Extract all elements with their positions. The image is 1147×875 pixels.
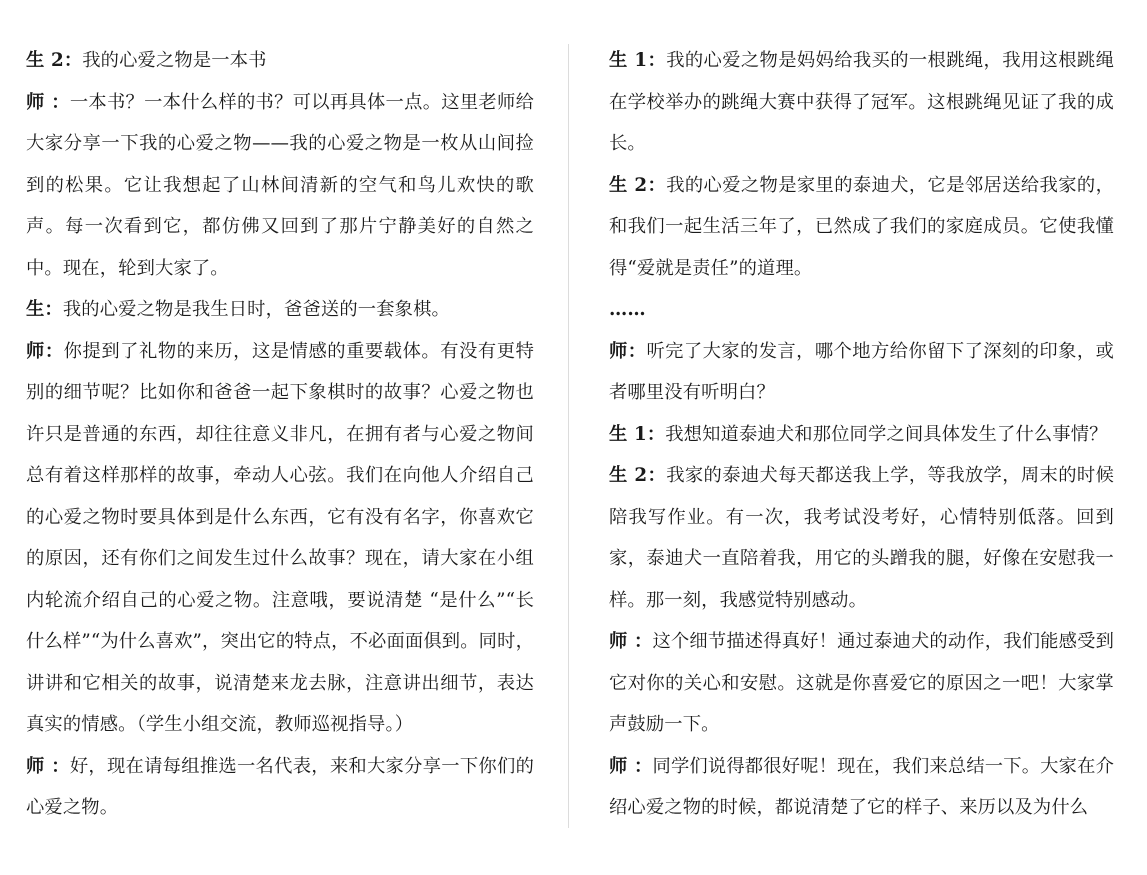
right-text-column xyxy=(609,40,1114,829)
speaker-label: 生 2： xyxy=(609,465,667,486)
dialogue-text: 听完了大家的发言，哪个地方给你留下了深刻的印象，或者哪里没有听明白？ xyxy=(609,340,1114,403)
speaker-label: 师 ： xyxy=(609,755,653,777)
dialogue-paragraph xyxy=(26,289,534,331)
speaker-label: 师： xyxy=(26,340,64,362)
ellipsis-line xyxy=(609,289,1114,331)
speaker-label: 师 ： xyxy=(609,631,653,652)
speaker-label: 生 1： xyxy=(609,423,666,445)
left-text-column xyxy=(26,40,534,829)
dialogue-paragraph xyxy=(26,40,534,82)
dialogue-paragraph xyxy=(609,165,1114,290)
speaker-label: 师 ： xyxy=(26,755,70,777)
dialogue-text: 我的心爱之物是我生日时，爸爸送的一套象棋。 xyxy=(62,299,450,320)
column-divider xyxy=(568,44,569,828)
dialogue-paragraph xyxy=(609,621,1114,746)
speaker-label: 生： xyxy=(26,299,63,320)
dialogue-paragraph xyxy=(26,82,534,290)
speaker-label: 师 ： xyxy=(26,91,70,113)
speaker-label: 师： xyxy=(609,340,647,362)
dialogue-paragraph xyxy=(609,40,1114,165)
dialogue-paragraph xyxy=(26,746,534,829)
dialogue-paragraph xyxy=(609,414,1114,456)
dialogue-paragraph xyxy=(26,331,534,746)
dialogue-text: 我的心爱之物是一本书 xyxy=(82,50,267,71)
dialogue-text: 好，现在请每组推选一名代表，来和大家分享一下你们的心爱之物。 xyxy=(26,755,534,818)
dialogue-paragraph xyxy=(609,455,1114,621)
dialogue-text: 这个细节描述得真好！通过泰迪犬的动作，我们能感受到它对你的关心和安慰。这就是你喜爱它的原因之一吧！大家掌声鼓励一下。 xyxy=(609,631,1115,735)
dialogue-text: 我的心爱之物是妈妈给我买的一根跳绳，我用这根跳绳在学校举办的跳绳大赛中获得了冠军。这根跳绳见证了我的成长。 xyxy=(609,50,1114,154)
dialogue-text: 我想知道泰迪犬和那位同学之间具体发生了什么事情？ xyxy=(665,423,1108,445)
dialogue-paragraph xyxy=(609,331,1114,414)
dialogue-text: 同学们说得都很好呢！现在，我们来总结一下。大家在介绍心爱之物的时候，都说清楚了它的样子、来历以及为什么 xyxy=(609,755,1115,818)
dialogue-text: 一本书？一本什么样的书？可以再具体一点。这里老师给大家分享一下我的心爱之物——我的心爱之物是一枚从山间捡到的松果。它让我想起了山林间清新的空气和鸟儿欢快的歌声。每一次看到它，都仿佛又回到了那片宁静美好的自然之中。现在，轮到大家了。 xyxy=(26,91,534,279)
dialogue-text: 我家的泰迪犬每天都送我上学，等我放学，周末的时候陪我写作业。有一次，我考试没考好，心情特别低落。回到家，泰迪犬一直陪着我，用它的头蹭我的腿，好像在安慰我一样。那一刻，我感觉特别感动。 xyxy=(609,465,1114,611)
speaker-label: 生 2： xyxy=(26,50,83,71)
speaker-label: 生 1： xyxy=(609,50,667,71)
dialogue-text: 我的心爱之物是家里的泰迪犬，它是邻居送给我家的，和我们一起生活三年了，已然成了我们的家庭成员。它使我懂得“爱就是责任”的道理。 xyxy=(609,174,1114,279)
dialogue-paragraph xyxy=(609,746,1114,829)
speaker-label: 生 2： xyxy=(609,174,667,196)
ellipsis-text: …… xyxy=(609,299,646,320)
dialogue-text: 你提到了礼物的来历，这是情感的重要载体。有没有更特别的细节呢？比如你和爸爸一起下象棋时的故事？心爱之物也许只是普通的东西，却往往意义非凡，在拥有者与心爱之物间总有着这样那样的故事，牵动人心弦。我们在向他人介绍自己的心爱之物时要具体到是什么东西，它有没有名字，你喜欢它的原因，还有你们之间发生过什么故事？现在，请大家在小组内轮流介绍自己的心爱之物。注意哦，要说清楚 “是什么”“长什么样”“为什么喜欢”，突出它的特点，不必面面俱到。同时，讲讲和它相关的故事，说清楚来龙去脉，注意讲出细节，表达真实的情感。（学生小组交流，教师巡视指导。） xyxy=(26,340,535,735)
